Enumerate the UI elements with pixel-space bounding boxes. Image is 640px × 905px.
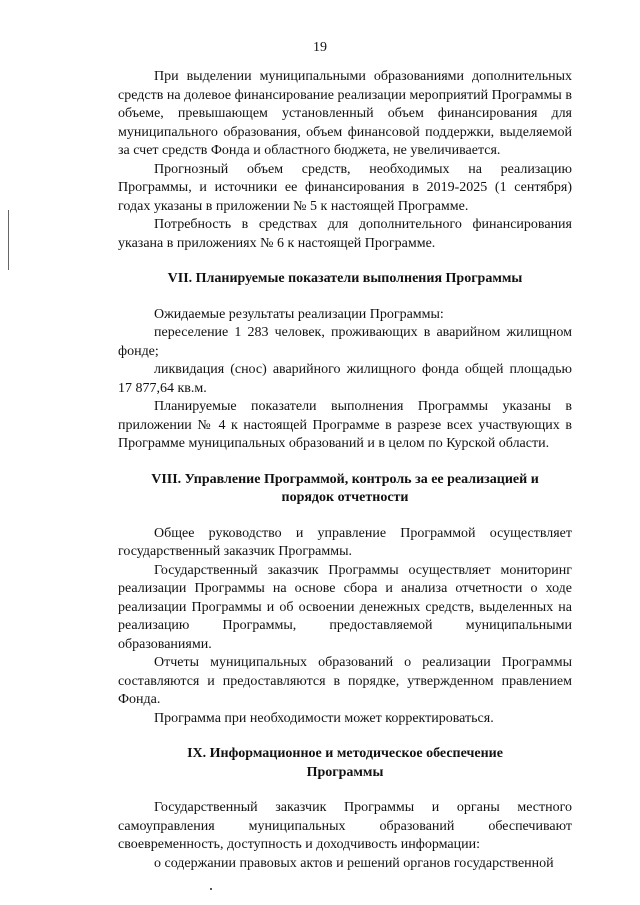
- section-9-heading-line-1: IX. Информационное и методическое обеспечение: [187, 746, 503, 761]
- paragraph: переселение 1 283 человек, проживающих в аварийном жилищном фонде;: [118, 325, 572, 359]
- section-8-heading: [118, 471, 572, 508]
- paragraph: Отчеты муниципальных образований о реализации Программы составляются и предоставляются в порядке, утвержденном правлением Фонда.: [118, 655, 572, 707]
- paragraph: Ожидаемые результаты реализации Программы:: [154, 306, 444, 322]
- paragraph: Государственный заказчик Программы и органы местного самоуправления муниципальных образований обеспечивают своевременность, доступность и доходчивость информации:: [118, 800, 572, 852]
- section-7-heading: VII. Планируемые показатели выполнения Программы: [167, 271, 523, 286]
- paragraph: Потребность в средствах для дополнительного финансирования указана в приложениях № 6 к настоящей Программе.: [118, 217, 572, 251]
- paragraph: о содержании правовых актов и решений органов государственной: [154, 855, 554, 871]
- section-8-heading-line-1: VIII. Управление Программой, контроль за ее реализацией и: [151, 471, 539, 487]
- paragraph: Программа при необходимости может корректироваться.: [154, 710, 494, 726]
- paragraph: Государственный заказчик Программы осуществляет мониторинг реализации Программы на основе сбора и анализа отчетности о ходе реализации Программы и об освоении денежных средств, выделенных на реализацию Программы, предоставляемой муниципальными образованиями.: [118, 562, 572, 652]
- paragraph: ликвидация (снос) аварийного жилищного фонда общей площадью 17 877,64 кв.м.: [118, 362, 572, 396]
- paragraph: Общее руководство и управление Программой осуществляет государственный заказчик Программы.: [118, 525, 572, 559]
- scan-artifact: [210, 888, 212, 890]
- document-body: [118, 68, 572, 873]
- section-9-heading-line-2: Программы: [306, 764, 384, 780]
- scan-margin-line: [8, 210, 9, 270]
- section-8-heading-line-2: порядок отчетности: [281, 490, 409, 505]
- page-number: 19: [313, 40, 327, 55]
- section-9-heading: [118, 745, 572, 782]
- paragraph: При выделении муниципальными образованиями дополнительных средств на долевое финансирование реализации мероприятий Программы в объеме, превышающем установленный объем финансирования для муниципального образования, объем финансовой поддержки, выделяемой за счет средств Фонда и областного бюджета, не увеличивается.: [118, 69, 572, 158]
- paragraph: Планируемые показатели выполнения Программы указаны в приложении № 4 к настоящей Программе в разрезе всех участвующих в Программе муниципальных образований и в целом по Курской области.: [118, 399, 572, 451]
- paragraph: Прогнозный объем средств, необходимых на реализацию Программы, и источники ее финансирования в 2019-2025 (1 сентября) годах указаны в приложении № 5 к настоящей Программе.: [118, 161, 572, 214]
